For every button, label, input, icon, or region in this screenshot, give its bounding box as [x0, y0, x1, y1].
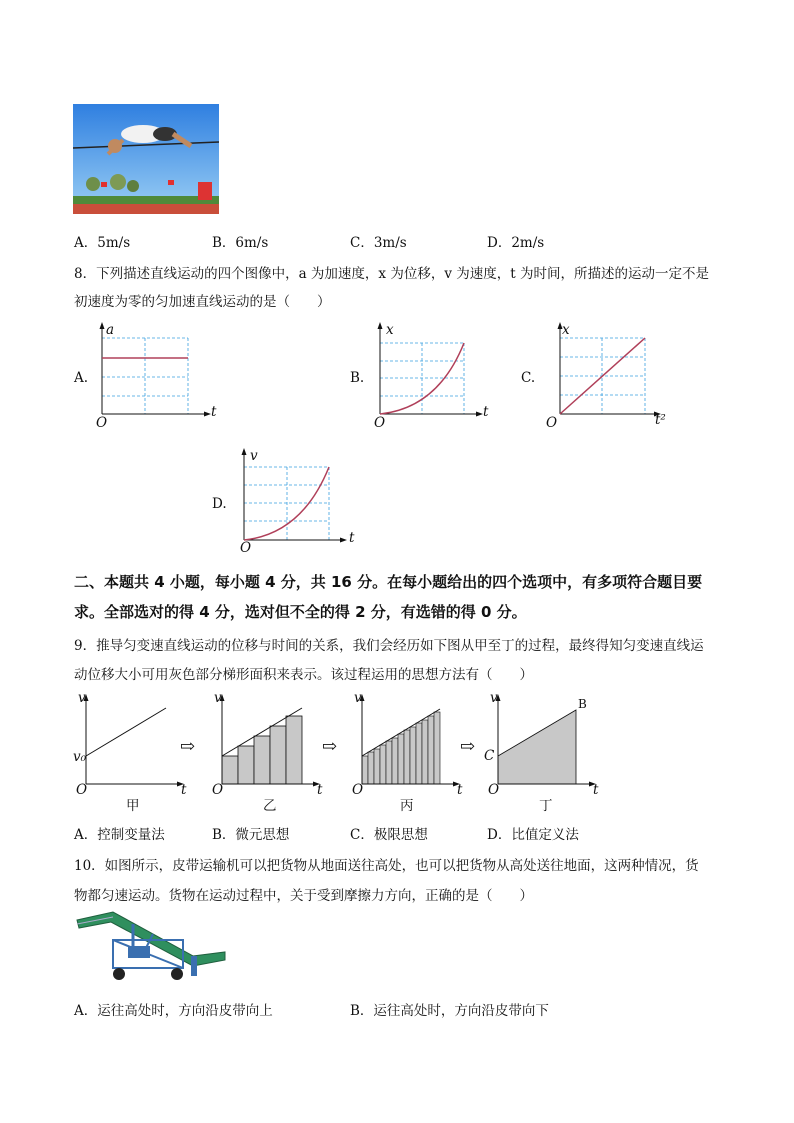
q9-jia-ylabel: v: [78, 690, 86, 706]
q10-option-b: B．运往高处时，方向沿皮带向下: [350, 1003, 549, 1019]
q9-option-d: D．比值定义法: [487, 827, 579, 843]
q9-bing-origin: O: [352, 782, 364, 798]
section2-line2: 求。全部选对的得 4 分，选对但不全的得 2 分，有选错的得 0 分。: [74, 603, 527, 621]
q9-jia-xlabel: t: [181, 782, 187, 798]
q8-option-d-label: D.: [212, 496, 227, 512]
q9-jia-origin: O: [76, 782, 88, 798]
q9-bing-ylabel: v: [354, 690, 362, 706]
q8-option-b-label: B.: [350, 370, 365, 386]
q9-ding-point-b: B: [578, 697, 587, 711]
q9-yi-caption: 乙: [263, 798, 277, 814]
section2-line1: 二、本题共 4 小题，每小题 4 分，共 16 分。在每小题给出的四个选项中，有多项符合题目要: [74, 573, 703, 591]
q8-graph-d-xlabel: t: [349, 530, 355, 546]
q9-jia-caption: 甲: [126, 798, 140, 814]
q8-graph-c-origin: O: [546, 415, 558, 431]
q9-yi-origin: O: [212, 782, 224, 798]
q9-ding-origin: O: [488, 782, 500, 798]
q9-ding-ylabel: v: [490, 690, 498, 706]
q9-option-a: A．控制变量法: [74, 827, 165, 843]
q10-option-a: A．运往高处时，方向沿皮带向上: [74, 1003, 273, 1019]
q9-option-c: C．极限思想: [350, 827, 428, 843]
q8-graph-c-xlabel: t²: [655, 412, 666, 428]
q8-graph-c-ylabel: x: [562, 322, 570, 338]
q7-option-c: C．3m/s: [350, 235, 407, 251]
q9-ding-caption: 丁: [539, 798, 553, 814]
q8-graph-b-xlabel: t: [483, 404, 489, 420]
q9-ding-point-c: C: [484, 748, 495, 764]
q9-bing-xlabel: t: [457, 782, 463, 798]
q9-bing-caption: 丙: [400, 798, 414, 814]
q9-ding-xlabel: t: [593, 782, 599, 798]
q7-option-b: B．6m/s: [212, 235, 269, 251]
q8-stem-line2: 初速度为零的匀加速直线运动的是（ ）: [74, 294, 331, 310]
q9-stem-line2: 动位移大小可用灰色部分梯形面积来表示。该过程运用的思想方法有（ ）: [74, 667, 533, 683]
q9-diagram-jia: [76, 692, 186, 796]
q9-arrow-2: ⇨: [322, 736, 338, 757]
q9-arrow-3: ⇨: [460, 736, 476, 757]
q8-graph-a-ylabel: a: [106, 322, 115, 338]
q9-stem-line1: 9．推导匀变速直线运动的位移与时间的关系，我们会经历如下图从甲至丁的过程，最终得知匀变速直线运: [74, 638, 704, 654]
q8-option-c-label: C.: [521, 370, 536, 386]
q9-jia-v0: v₀: [73, 749, 87, 765]
q8-graph-d-origin: O: [240, 540, 252, 556]
q9-arrow-1: ⇨: [180, 736, 196, 757]
belt-conveyor-photo: [73, 910, 229, 986]
q7-option-a: A．5m/s: [74, 235, 131, 251]
q8-option-a-label: A.: [74, 370, 89, 386]
q9-yi-ylabel: v: [214, 690, 222, 706]
q8-graph-a-xlabel: t: [211, 404, 217, 420]
q10-stem-line2: 物都匀速运动。货物在运动过程中，关于受到摩擦力方向，正确的是（ ）: [74, 888, 533, 904]
high-jump-photo: [73, 104, 219, 214]
q10-stem-line1: 10．如图所示，皮带运输机可以把货物从地面送往高处，也可以把货物从高处送往地面，这两种情况，货: [74, 858, 699, 874]
q7-option-d: D．2m/s: [487, 235, 545, 251]
q9-diagram-yi: [212, 692, 322, 796]
q9-diagram-bing: [352, 692, 462, 796]
q8-graph-b-ylabel: x: [386, 322, 394, 338]
q8-graph-a-origin: O: [96, 415, 108, 431]
q8-stem-line1: 8．下列描述直线运动的四个图像中，a 为加速度，x 为位移，v 为速度，t 为时间，所描述的运动一定不是: [74, 266, 709, 282]
q8-graph-b-origin: O: [374, 415, 386, 431]
q9-option-b: B．微元思想: [212, 827, 290, 843]
q8-graph-d-ylabel: v: [250, 448, 258, 464]
q9-yi-xlabel: t: [317, 782, 323, 798]
